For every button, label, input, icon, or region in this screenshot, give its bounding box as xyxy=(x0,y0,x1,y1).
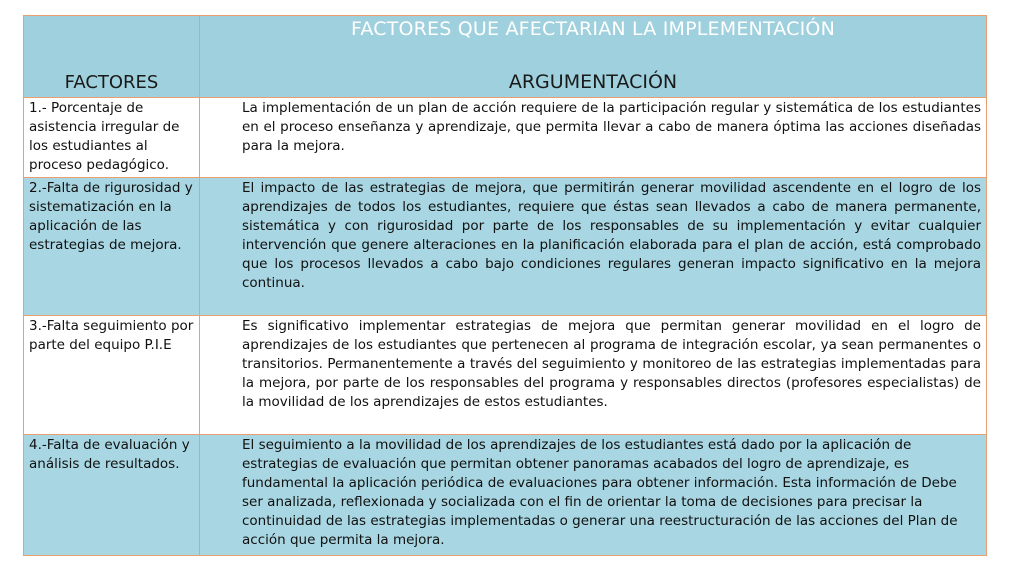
header-argument-cell xyxy=(200,16,987,98)
factor-cell: 3.-Falta seguimiento por parte del equipo P.I.E xyxy=(29,318,194,353)
header-argument-label: ARGUMENTACIÓN xyxy=(508,71,678,93)
argument-cell: La implementación de un plan de acción requiere de la participación regular y sistemática de los estudiantes en el proceso enseñanza y aprendizaje, que permita llevar a cabo de manera óptima las acciones diseñadas para la mejora. xyxy=(242,100,981,154)
table-row xyxy=(24,435,987,556)
table-row xyxy=(24,316,987,435)
factor-cell: 2.-Falta de rigurosidad y sistematización en la aplicación de las estrategias de mejora. xyxy=(29,180,193,253)
header-factors-label: FACTORES xyxy=(64,72,159,93)
argument-cell: El seguimiento a la movilidad de los aprendizajes de los estudiantes está dado por la aplicación de estrategias de evaluación que permitan obtener panoramas acabados del logro de aprendizaje, es fundamental la aplicación periódica de evaluaciones para obtener información. Esta información de Debe ser analizada, reflexionada y socializada con el fin de orientar la toma de decisiones para precisar la continuidad de las estrategias implementadas o generar una reestructuración de las acciones del Plan de acción que permita la mejora. xyxy=(242,437,958,548)
table-title: FACTORES QUE AFECTARIAN LA IMPLEMENTACIÓN xyxy=(350,18,836,40)
header-row xyxy=(24,16,987,98)
factors-table xyxy=(23,15,987,556)
argument-cell: Es significativo implementar estrategias de mejora que permitan generar movilidad en el logro de aprendizajes de los estudiantes que pertenecen al programa de integración escolar, ya sean permanentes o transitorios. Permanentemente a través del seguimiento y monitoreo de las estrategias implementadas para la mejora, por parte de los responsables del programa y responsables directos (profesores especialistas) de la movilidad de los aprendizajes de estos estudiantes. xyxy=(242,318,981,410)
factor-cell: 4.-Falta de evaluación y análisis de resultados. xyxy=(29,437,190,472)
argument-cell: El impacto de las estrategias de mejora, que permitirán generar movilidad ascendente en el logro de los aprendizajes de todos los estudiantes, requiere que éstas sean llevados a cabo de manera permanente, sistemática y con rigurosidad por parte de los responsables de su implementación y evitar cualquier intervención que genere alteraciones en la planificación elaborada para el plan de acción, está comprobado que los procesos llevados a cabo bajo condiciones regulares generan impacto significativo en la mejora continua. xyxy=(242,180,981,291)
table-row xyxy=(24,98,987,178)
factor-cell: 1.- Porcentaje de asistencia irregular de los estudiantes al proceso pedagógico. xyxy=(29,100,180,173)
header-factors-cell xyxy=(24,16,200,98)
table-row xyxy=(24,178,987,316)
